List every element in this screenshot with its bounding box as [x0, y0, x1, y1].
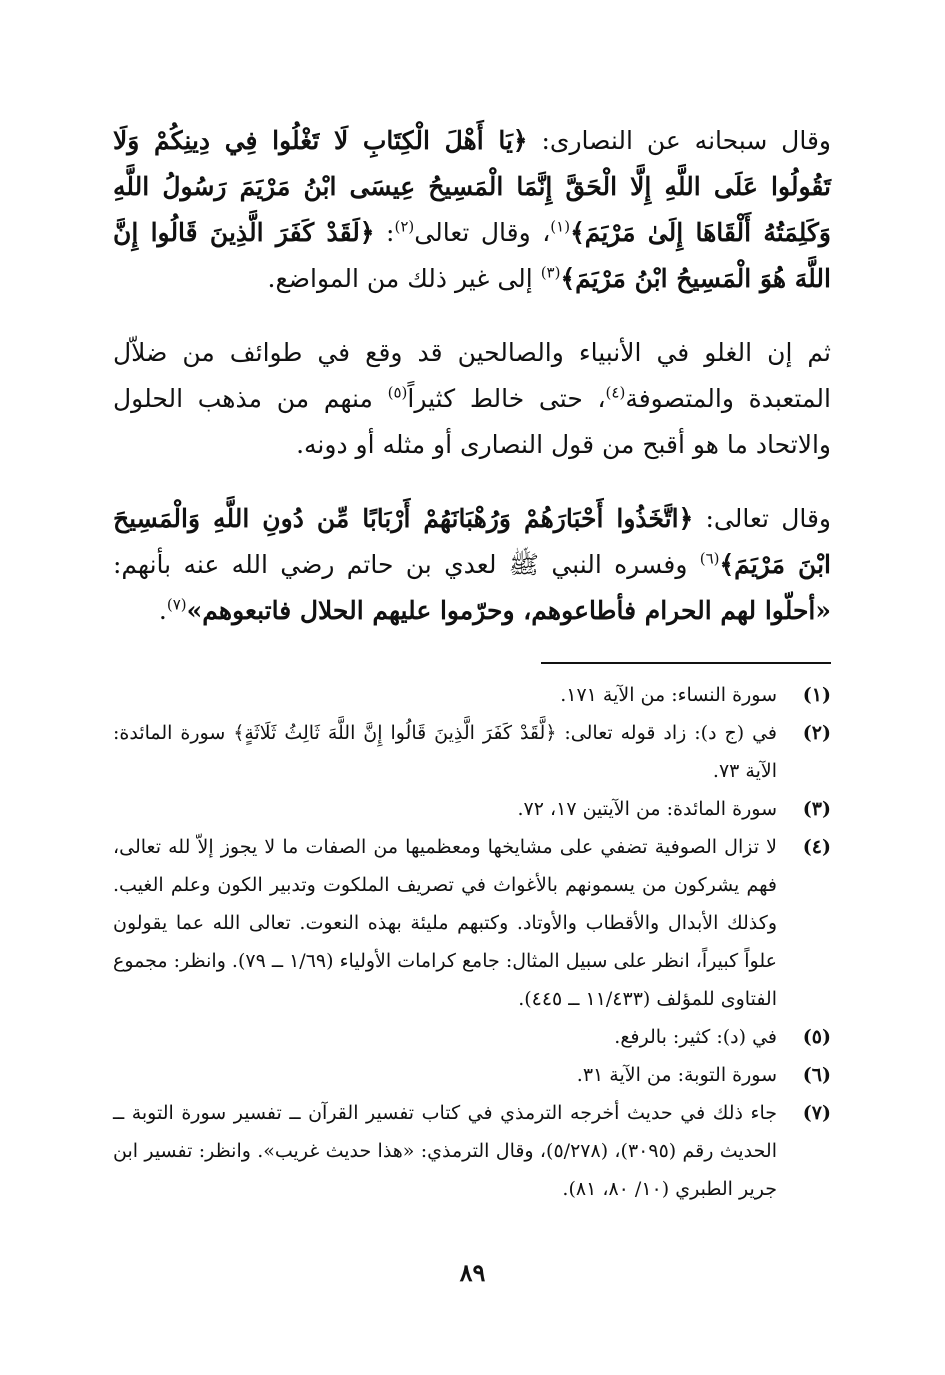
- paragraph-1-end: إلى غير ذلك من المواضع.: [267, 264, 541, 293]
- paragraph-2-text: منهم من مذهب الحلول والاتحاد ما هو أقبح من قول النصارى أو مثله أو دونه.: [113, 384, 831, 459]
- footnote-4: [113, 828, 831, 1018]
- paragraph-3: [113, 496, 831, 634]
- footnote-text: في (ج د): زاد قوله تعالى: ﴿لَّقَدْ كَفَرَ الَّذِينَ قَالُوا إِنَّ اللَّهَ ثَالِثُ ثَلَاثَةٍ﴾ سورة المائدة: الآية ٧٣.: [113, 722, 777, 782]
- footnote-number: (١): [802, 684, 831, 706]
- paragraph-1-text: ، وقال تعالى: [414, 218, 551, 247]
- footnote-2: [113, 714, 831, 790]
- footnote-ref[interactable]: (٦): [699, 549, 720, 568]
- quran-verse: ﴿يَا أَهْلَ الْكِتَابِ لَا تَغْلُوا فِي دِينِكُمْ وَلَا تَقُولُوا عَلَى اللَّهِ إِلَّا الْحَقَّ إِنَّمَا الْمَسِيحُ عِيسَى ابْنُ مَرْيَمَ رَسُولُ اللَّهِ وَكَلِمَتُهُ أَلْقَاهَا إِلَىٰ مَرْيَمَ﴾: [113, 126, 832, 247]
- footnote-ref[interactable]: (٣): [540, 263, 561, 282]
- footnote-7: [113, 1094, 831, 1208]
- footnote-text: سورة التوبة: من الآية ٣١.: [576, 1064, 777, 1086]
- paragraph-1: [113, 118, 831, 302]
- footnote-3: [113, 790, 831, 828]
- footnote-ref[interactable]: (٤): [605, 383, 626, 402]
- footnote-ref[interactable]: (٢): [394, 217, 415, 236]
- footnote-number: (٤): [802, 836, 831, 858]
- footnote-text: لا تزال الصوفية تضفي على مشايخها ومعظميها من الصفات ما لا يجوز إلاّ لله تعالى، فهم يشركون من يسمونهم بالأغواث في تصريف الملكوت وتدبير الكون وعلم الغيب. وكذلك الأبدال والأقطاب والأوتاد. وكتبهم مليئة بهذه النعوت. تعالى الله عما يقولون علواً كبيراً، انظر على سبيل المثال: جامع كرامات الأولياء (١/٦٩ ــ ٧٩). وانظر: مجموع الفتاوى للمؤلف (١١/٤٣٣ ــ ٤٤٥).: [113, 836, 777, 1010]
- footnote-divider: [541, 662, 831, 664]
- quran-verse: ﴿اتَّخَذُوا أَحْبَارَهُمْ وَرُهْبَانَهُمْ أَرْبَابًا مِّن دُونِ اللَّهِ وَالْمَسِيحَ ابْنَ مَرْيَمَ﴾: [113, 504, 831, 579]
- footnote-text: سورة المائدة: من الآيتين ١٧، ٧٢.: [517, 798, 777, 820]
- footnote-number: (٦): [802, 1064, 831, 1086]
- paragraph-2-text: ، حتى خالط كثيراً: [407, 384, 606, 413]
- paragraph-1-text: :: [374, 218, 395, 247]
- footnote-ref[interactable]: (٧): [166, 595, 187, 614]
- footnote-number: (٢): [802, 722, 831, 744]
- page-number: ٨٩: [459, 1258, 486, 1287]
- quran-verse: ﴿لَقَدْ كَفَرَ الَّذِينَ قَالُوا إِنَّ اللَّهَ هُوَ الْمَسِيحُ ابْنُ مَرْيَمَ﴾: [113, 218, 831, 293]
- paragraph-3-intro: وقال تعالى:: [693, 504, 831, 533]
- footnote-5: [113, 1018, 831, 1056]
- paragraph-3-end: .: [158, 596, 167, 625]
- footnote-1: [113, 676, 831, 714]
- footnote-number: (٧): [802, 1102, 831, 1124]
- footnote-ref[interactable]: (٥): [387, 383, 408, 402]
- footnotes-list: [113, 676, 831, 1208]
- paragraph-1-intro: وقال سبحانه عن النصارى:: [527, 126, 831, 155]
- paragraph-3-text: وفسره النبي ﷺ لعدي بن حاتم رضي الله عنه بأنهم:: [113, 550, 700, 579]
- footnote-text: سورة النساء: من الآية ١٧١.: [560, 684, 777, 706]
- main-text: [113, 118, 831, 634]
- footnote-ref[interactable]: (١): [550, 217, 571, 236]
- paragraph-2: [113, 330, 831, 468]
- hadith-quote: «أحلّوا لهم الحرام فأطاعوهم، وحرّموا عليهم الحلال فاتبعوهم»: [186, 596, 831, 625]
- footnote-6: [113, 1056, 831, 1094]
- footnote-text: جاء ذلك في حديث أخرجه الترمذي في كتاب تفسير القرآن ــ تفسير سورة التوبة ــ الحديث رقم (٣٠٩٥)، (٥/٢٧٨)، وقال الترمذي: «هذا حديث غريب». وانظر: تفسير ابن جرير الطبري (١٠/ ٨٠، ٨١).: [113, 1102, 778, 1200]
- footnote-number: (٥): [802, 1026, 831, 1048]
- footnote-text: في (د): كثير: بالرفع.: [614, 1026, 777, 1048]
- footnote-number: (٣): [802, 798, 831, 820]
- paragraph-2-text: ثم إن الغلو في الأنبياء والصالحين قد وقع في طوائف من ضلاّل المتعبدة والمتصوفة: [113, 338, 831, 413]
